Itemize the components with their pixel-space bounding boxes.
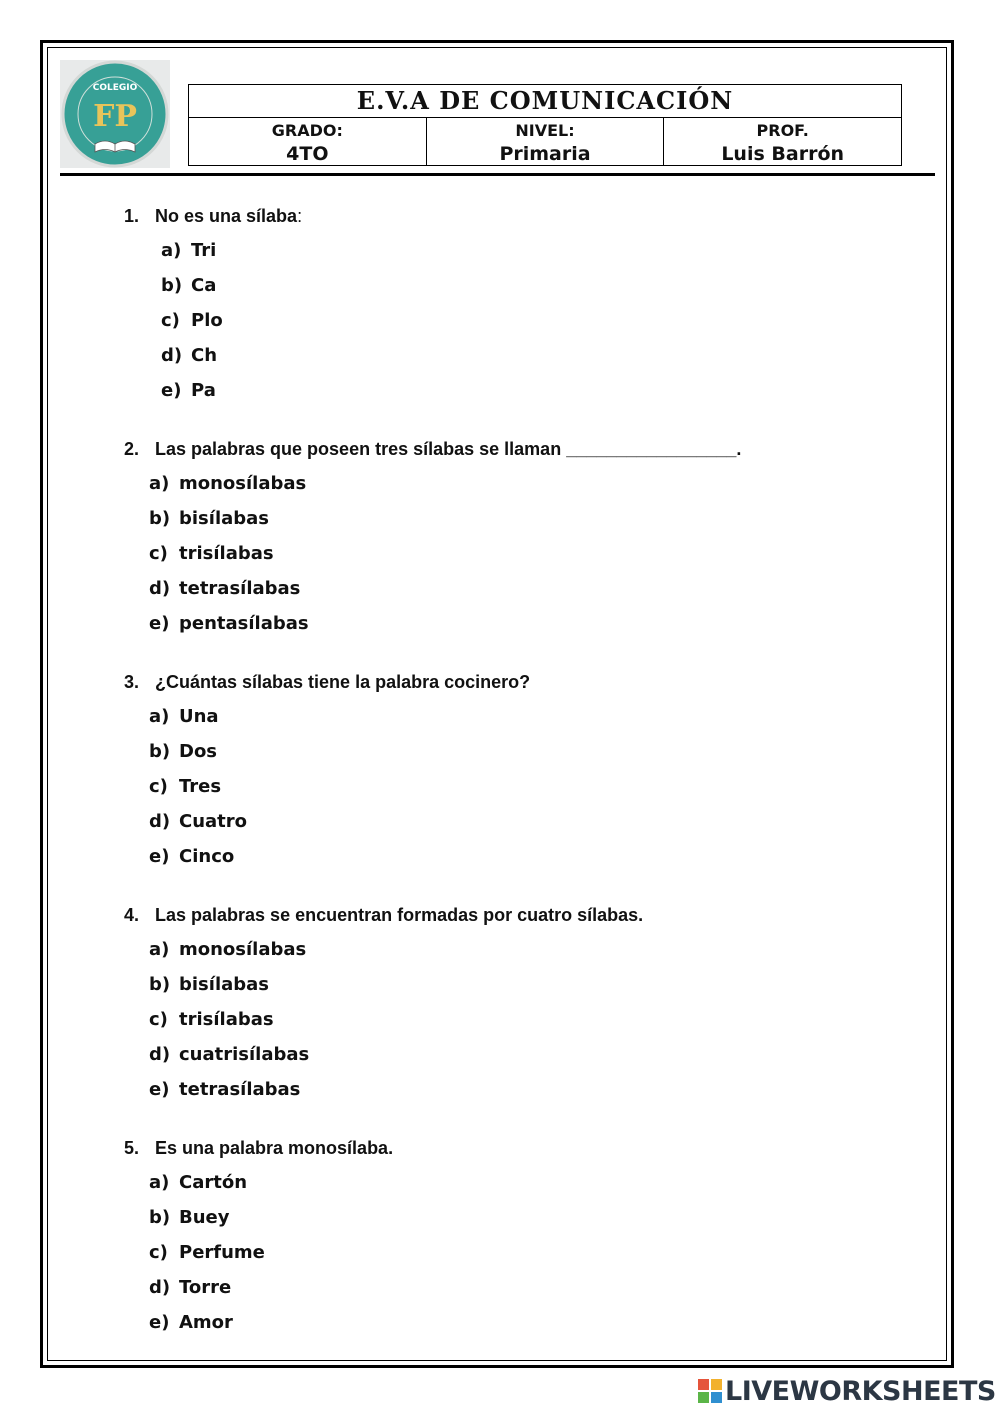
option-4e[interactable]: [149, 1080, 309, 1115]
option-1e[interactable]: [161, 381, 223, 416]
question-number: 4.: [124, 905, 140, 925]
option-4b[interactable]: [149, 975, 309, 1010]
option-text: bisílabas: [179, 974, 269, 995]
question-number: 5.: [124, 1138, 140, 1158]
option-text: Cuatro: [179, 811, 248, 832]
question-5: [124, 1138, 393, 1159]
option-letter: a): [149, 473, 170, 494]
option-text: Cinco: [179, 846, 235, 867]
option-4d[interactable]: [149, 1045, 309, 1080]
question-text: Las palabras se encuentran formadas por cuatro sílabas.: [155, 905, 644, 925]
options-list-4: [149, 940, 309, 1115]
option-3a[interactable]: [149, 707, 247, 742]
logo-school-text: COLEGIO: [92, 83, 138, 93]
option-4a[interactable]: [149, 940, 309, 975]
teacher-cell: [664, 118, 901, 166]
option-1c[interactable]: [161, 311, 223, 346]
option-letter: a): [149, 939, 170, 960]
option-letter: b): [149, 1207, 171, 1228]
option-3b[interactable]: [149, 742, 247, 777]
option-5e[interactable]: [149, 1313, 265, 1348]
question-number: 1.: [124, 206, 140, 226]
header-divider: [60, 173, 935, 176]
option-letter: c): [149, 543, 168, 564]
option-letter: d): [149, 1044, 171, 1065]
option-text: Una: [179, 706, 219, 727]
option-letter: b): [149, 741, 171, 762]
option-letter: e): [149, 1312, 170, 1333]
option-text: Torre: [179, 1277, 232, 1298]
option-5c[interactable]: [149, 1243, 265, 1278]
option-letter: e): [149, 613, 170, 634]
option-letter: a): [149, 706, 170, 727]
option-text: Ch: [191, 345, 218, 366]
level-value: Primaria: [499, 143, 591, 165]
options-list-3: [149, 707, 247, 882]
option-letter: d): [161, 345, 183, 366]
option-text: pentasílabas: [179, 613, 309, 634]
level-label: NIVEL:: [515, 121, 575, 140]
level-cell: [427, 118, 665, 166]
option-text: Cartón: [179, 1172, 248, 1193]
option-text: cuatrisílabas: [179, 1044, 310, 1065]
option-2a[interactable]: [149, 474, 309, 509]
option-letter: e): [149, 1079, 170, 1100]
option-text: Tri: [191, 240, 217, 261]
options-list-1: [161, 241, 223, 416]
option-5a[interactable]: [149, 1173, 265, 1208]
teacher-value: Luis Barrón: [721, 143, 845, 165]
option-text: Perfume: [179, 1242, 265, 1263]
option-text: Tres: [179, 776, 222, 797]
grade-cell: [189, 118, 427, 166]
option-letter: b): [149, 974, 171, 995]
question-text: Es una palabra monosílaba.: [155, 1138, 394, 1158]
option-3e[interactable]: [149, 847, 247, 882]
option-text: Ca: [191, 275, 217, 296]
question-4: [124, 905, 643, 926]
option-letter: e): [161, 380, 182, 401]
question-text: ¿Cuántas sílabas tiene la palabra cocinero?: [155, 672, 531, 692]
exam-title: E.V.A DE COMUNICACIÓN: [189, 85, 901, 118]
option-text: Dos: [179, 741, 218, 762]
option-1d[interactable]: [161, 346, 223, 381]
option-1a[interactable]: [161, 241, 223, 276]
option-4c[interactable]: [149, 1010, 309, 1045]
option-text: monosílabas: [179, 939, 307, 960]
option-text: tetrasílabas: [179, 1079, 301, 1100]
liveworksheets-brand[interactable]: [697, 1376, 996, 1406]
option-letter: c): [149, 1009, 168, 1030]
grade-label: GRADO:: [271, 121, 343, 140]
question-text: No es una sílaba: [155, 206, 298, 226]
grade-value: 4TO: [286, 143, 329, 165]
question-number: 3.: [124, 672, 140, 692]
option-text: Pa: [191, 380, 216, 401]
option-text: bisílabas: [179, 508, 269, 529]
option-2e[interactable]: [149, 614, 309, 649]
question-text: Las palabras que poseen tres sílabas se llaman _________________.: [155, 439, 742, 459]
header-table: [188, 84, 902, 166]
option-2c[interactable]: [149, 544, 309, 579]
logo-initials: FP: [93, 99, 137, 134]
option-5d[interactable]: [149, 1278, 265, 1313]
option-letter: d): [149, 1277, 171, 1298]
option-letter: d): [149, 811, 171, 832]
option-text: trisílabas: [179, 1009, 274, 1030]
options-list-5: [149, 1173, 265, 1348]
option-letter: c): [161, 310, 180, 331]
option-letter: b): [161, 275, 183, 296]
option-2b[interactable]: [149, 509, 309, 544]
option-letter: c): [149, 1242, 168, 1263]
school-logo: [60, 60, 170, 168]
option-letter: a): [149, 1172, 170, 1193]
question-2: [124, 439, 741, 460]
teacher-label: PROF.: [756, 121, 809, 140]
options-list-2: [149, 474, 309, 649]
option-text: Buey: [179, 1207, 230, 1228]
question-number: 2.: [124, 439, 140, 459]
option-3c[interactable]: [149, 777, 247, 812]
option-letter: d): [149, 578, 171, 599]
option-letter: e): [149, 846, 170, 867]
option-letter: c): [149, 776, 168, 797]
question-suffix: :: [297, 206, 303, 226]
option-text: monosílabas: [179, 473, 307, 494]
liveworksheets-logo-icon: [697, 1378, 723, 1404]
option-text: Plo: [191, 310, 223, 331]
option-5b[interactable]: [149, 1208, 265, 1243]
option-text: tetrasílabas: [179, 578, 301, 599]
option-letter: b): [149, 508, 171, 529]
option-letter: a): [161, 240, 182, 261]
brand-text: LIVEWORKSHEETS: [725, 1375, 996, 1407]
option-3d[interactable]: [149, 812, 247, 847]
question-3: [124, 672, 530, 693]
option-1b[interactable]: [161, 276, 223, 311]
option-2d[interactable]: [149, 579, 309, 614]
option-text: Amor: [179, 1312, 233, 1333]
option-text: trisílabas: [179, 543, 274, 564]
header-info-row: [189, 118, 901, 166]
question-1: [124, 206, 302, 227]
